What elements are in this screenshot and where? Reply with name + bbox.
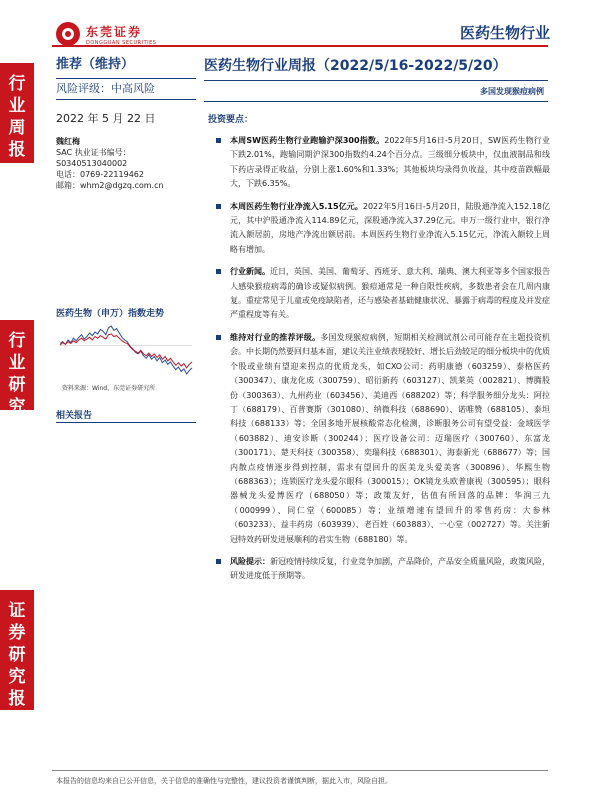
related-divider bbox=[56, 422, 196, 423]
band-char: 究 bbox=[8, 667, 26, 687]
side-band-industry-research bbox=[0, 320, 34, 417]
bullet-text: 新冠疫情持续反复，行业竞争加剧，产品降价，产品安全质量风险，政策风险，研发进度低于预期等。 bbox=[230, 556, 550, 581]
header-industry: 医药生物行业 bbox=[459, 24, 550, 42]
company-logo bbox=[56, 22, 156, 46]
investment-points bbox=[210, 134, 550, 592]
logo-mark-icon bbox=[56, 22, 80, 46]
risk-level: 风险评级：中高风险 bbox=[56, 82, 155, 95]
chart-source: 资料来源：Wind，东莞证券研究所 bbox=[62, 385, 156, 392]
bullet-text: 2022年5月16日-5月20日，陆股通净流入152.18亿元，其中沪股通净流入114.89亿元，深股通净流入37.29亿元。申万一级行业中，银行净流入额居前，房地产净流出额居前。本周医药生物行业净流入5.15亿元，净流入额较上周略有增加。 bbox=[230, 201, 550, 254]
bullet-risk-warning bbox=[210, 555, 550, 584]
band-char: 业 bbox=[8, 96, 26, 116]
analyst-phone: 电话：0769-22119462 bbox=[56, 170, 144, 179]
band-char: 业 bbox=[8, 353, 26, 373]
left-column bbox=[56, 52, 196, 191]
side-band-weekly-report bbox=[0, 63, 34, 163]
investment-points-heading: 投资要点： bbox=[208, 115, 254, 125]
band-char: 行 bbox=[8, 331, 26, 351]
bullet-heading: 风险提示： bbox=[230, 556, 270, 566]
bullet-text: 2022年5月16日-5月20日，SW医药生物行业下跌2.01%，跑输同期沪深300指数约4.24个百分点。三级细分板块中，仅血液制品和线下药店录得正收益，分别上涨1.60%和1.33%；其他板块均录得负收益，其中疫苗跌幅最大，下跌6.35%。 bbox=[230, 136, 550, 189]
bullet-heading: 维持对行业的推荐评级。 bbox=[230, 332, 321, 342]
logo-name-en: DONGGUAN SECURITIES bbox=[86, 39, 157, 46]
bullet-text: 近日，英国、美国、葡萄牙、西班牙、意大利、瑞典、澳大利亚等多个国家报告人感染猴痘病毒的确诊或疑似病例。猴痘通常是一种自限性疾病，多数患者会在几周内康复。重症常见于儿童或免疫缺陷者，还与感染者基础健康状况、暴露于病毒的程度及并发症严重程度等有关。 bbox=[230, 267, 550, 320]
index-trend-chart bbox=[56, 322, 196, 380]
band-char: 报 bbox=[8, 689, 26, 709]
analyst-name: 魏红梅 bbox=[56, 137, 80, 146]
band-char: 周 bbox=[8, 118, 26, 138]
band-char: 行 bbox=[8, 74, 26, 94]
band-char: 告 bbox=[8, 711, 26, 731]
band-char: 研 bbox=[8, 375, 26, 395]
risk-divider bbox=[56, 99, 196, 100]
footer-divider bbox=[52, 770, 548, 771]
chart-title: 医药生物（申万）指数走势 bbox=[56, 309, 165, 319]
side-band-securities-report bbox=[0, 590, 34, 731]
disclaimer-footer: 本报告的信息均来自已公开信息，关于信息的准确性与完整性，建议投资者谨慎判断，据此入市，风险自担。 bbox=[56, 777, 392, 785]
subtitle-divider bbox=[204, 101, 548, 102]
band-char: 证 bbox=[8, 601, 26, 621]
bullet-recommendation bbox=[210, 331, 550, 547]
title-divider bbox=[204, 80, 548, 81]
band-char: 究 bbox=[8, 397, 26, 417]
chart-series-line-0 bbox=[60, 326, 192, 374]
analyst-license-label: SAC 执业证书编号： bbox=[56, 148, 131, 157]
band-char: 报 bbox=[8, 140, 26, 160]
bullet-heading: 行业新闻。 bbox=[230, 267, 270, 277]
report-subtitle: 多国发现猴痘病例 bbox=[480, 87, 544, 96]
bullet-text: 多国发现猴痘病例，短期相关检测试剂公司可能存在主题投资机会。中长期仍然要回归基本面，建议关注业绩表现较好、增长后劲较足的细分板块中的优质个股或业绩有望迎来拐点的优质龙头，如CXO公司：药明康德（603259）、泰格医药（300347）、康龙化成（300759）、昭衍新药（603127）、凯莱英（002821）、博腾股份（300363）、九州药业（603456）、美迪西（688202）等；科学服务细分龙头：阿拉丁（688179）、百普赛斯（301080）、纳微科技（688690）、诺唯赞（688105）、泰坦科技（688133）等；全国多地开展核酸常态化检测，诊断服务公司有望受益：金域医学（603882）、迪安诊断（300244）；医疗设备公司：迈瑞医疗（300760）、东富龙（300171）、楚天科技（300358）、奕瑞科技（688301）、海泰新光（688677）等；国内散点疫情逐步得到控制，需求有望回升的医美龙头爱美客（300896）、华熙生物（688363）；连锁医疗龙头爱尔眼科（300015）；OK镜龙头欧普康视（300595）；眼科器械龙头爱博医疗（688050）等；政策友好，估值有所回落的品牌：华润三九（000999）、同仁堂（600085）等；业绩增速有望回升的零售药房：大参林（603233）、益丰药房（603939）、老百姓（603883）、一心堂（002727）等。关注新冠特效药研发进展顺利的君实生物（688180）等。 bbox=[230, 332, 551, 544]
report-date: 2022 年 5 月 22 日 bbox=[56, 112, 156, 125]
header-divider bbox=[52, 45, 548, 47]
logo-name-cn: 东莞证券 bbox=[86, 24, 143, 39]
bullet-performance bbox=[210, 134, 550, 192]
rating: 推荐（维持） bbox=[56, 57, 135, 72]
related-reports-heading: 相关报告 bbox=[56, 411, 93, 421]
band-char: 券 bbox=[8, 623, 26, 643]
analyst-info bbox=[56, 136, 196, 191]
chart-series-line-1 bbox=[60, 334, 192, 368]
bullet-heading: 本周医药生物行业净流入5.15亿元。 bbox=[230, 201, 363, 211]
report-title: 医药生物行业周报（2022/5/16-2022/5/20） bbox=[204, 58, 507, 74]
bullet-heading: 本周SW医药生物行业跑输沪深300指数。 bbox=[230, 136, 385, 145]
bullet-industry-news bbox=[210, 265, 550, 323]
band-char: 研 bbox=[8, 645, 26, 665]
bullet-capital-flow bbox=[210, 200, 550, 258]
analyst-license-number: S0340513040002 bbox=[56, 159, 128, 168]
analyst-email[interactable]: 邮箱：whm2@dgzq.com.cn bbox=[56, 181, 164, 190]
